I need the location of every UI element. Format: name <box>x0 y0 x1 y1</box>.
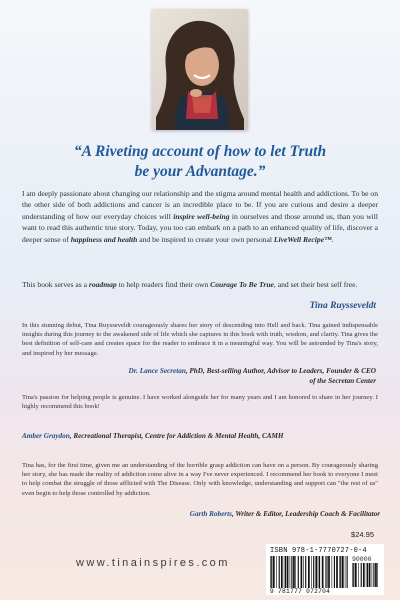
intro-text: I am deeply passionate about changing our relationship and the stigma around mental health and addictions. To be on the other side of both addictions and cancer is an incredible place to be. If you are curious and desire a deeper understanding of how our everyday choices will <box>22 189 378 221</box>
headline-line-1: “A Riveting account of how to let Truth <box>73 143 327 160</box>
reviewer-name: Garth Roberts <box>189 510 232 518</box>
intro-emphasis: inspire well-being <box>173 211 230 221</box>
addon-barcode-graphic <box>352 563 380 587</box>
review-text: Tina's passion for helping people is genuine. I have worked alongside her for many years and I am honored to share in her journey. I highly recommend this book! <box>22 394 378 411</box>
website-url: www.tinainspires.com <box>76 557 230 569</box>
reviewer-description: , Recreational Therapist, Centre for Addiction & Mental Health, CAMH <box>69 432 284 440</box>
ean-barcode-graphic <box>270 556 348 588</box>
reviewer-name: Dr. Lance Secretan <box>128 367 186 375</box>
review-attribution <box>22 431 378 441</box>
isbn-barcode <box>266 544 384 595</box>
intro-emphasis: LiveWell Recipe™ <box>273 234 332 244</box>
review-text: Tina has, for the first time, given me an understanding of the horrible grasp addiction can have on a person. By courageously sharing her story, she has made the reality of addiction come alive in a way I've never experienced. I recommend her book to everyone I meet to help combat the struggle of those afflicted with The Disease. Only with knowledge, understanding and support can "the rest of us" even begin to help those controlled by addiction. <box>22 462 378 497</box>
review-attribution <box>46 366 376 386</box>
intro-paragraph-1 <box>22 188 378 245</box>
isbn-number: ISBN 978-1-7770727-0-4 <box>270 547 367 555</box>
intro-paragraph-2 <box>22 279 378 290</box>
review-text: In this stunning debut, Tina Ruysseveldt courageously shares her story of descending into Hell and back. Tina gained indispensable insights during this journey to the awakened side of life which she captures in this book with truth, wisdom, and clarity. Tina gives the best definition of self-care and creates space for the reader to embrace it in a meaningful way. You will be astounded by Tina's story, and inspired by her message. <box>22 322 378 357</box>
headline-line-2: be your Advantage.” <box>134 163 266 180</box>
intro-emphasis: happiness and health <box>70 234 138 244</box>
price-label: $24.95 <box>351 530 374 539</box>
author-photo <box>152 9 248 130</box>
intro-emphasis: roadmap <box>88 280 117 289</box>
intro-text: and be inspired to create your own personal <box>137 234 274 244</box>
intro-emphasis: Courage To Be True <box>210 280 274 289</box>
intro-text: to help readers find their own <box>116 280 211 289</box>
ean-digits: 9 781777 072704 <box>270 588 331 595</box>
reviewer-description: , PhD, Best-selling Author, Advisor to Leaders, Founder & CEO <box>185 367 376 375</box>
price-code: 90000 <box>352 556 372 563</box>
reviewer-description: of the Secretan Center <box>309 377 376 385</box>
author-signature: Tina Ruysseveldt <box>309 301 376 311</box>
headline-quote <box>40 142 360 182</box>
intro-text: in ourselves and those around us, than you will want to read this authentic true story. Today, you too can embark on a path to an enhanced quality of life, discover a deeper sense of <box>22 211 379 244</box>
intro-text: . <box>331 234 334 244</box>
review-attribution <box>100 509 380 519</box>
intro-text: This book serves as a <box>22 280 89 289</box>
reviewer-description: , Writer & Editor, Leadership Coach & Facilitator <box>231 510 380 518</box>
intro-text: , and set their best self free. <box>273 280 358 289</box>
reviewer-name: Amber Graydon <box>22 432 70 440</box>
